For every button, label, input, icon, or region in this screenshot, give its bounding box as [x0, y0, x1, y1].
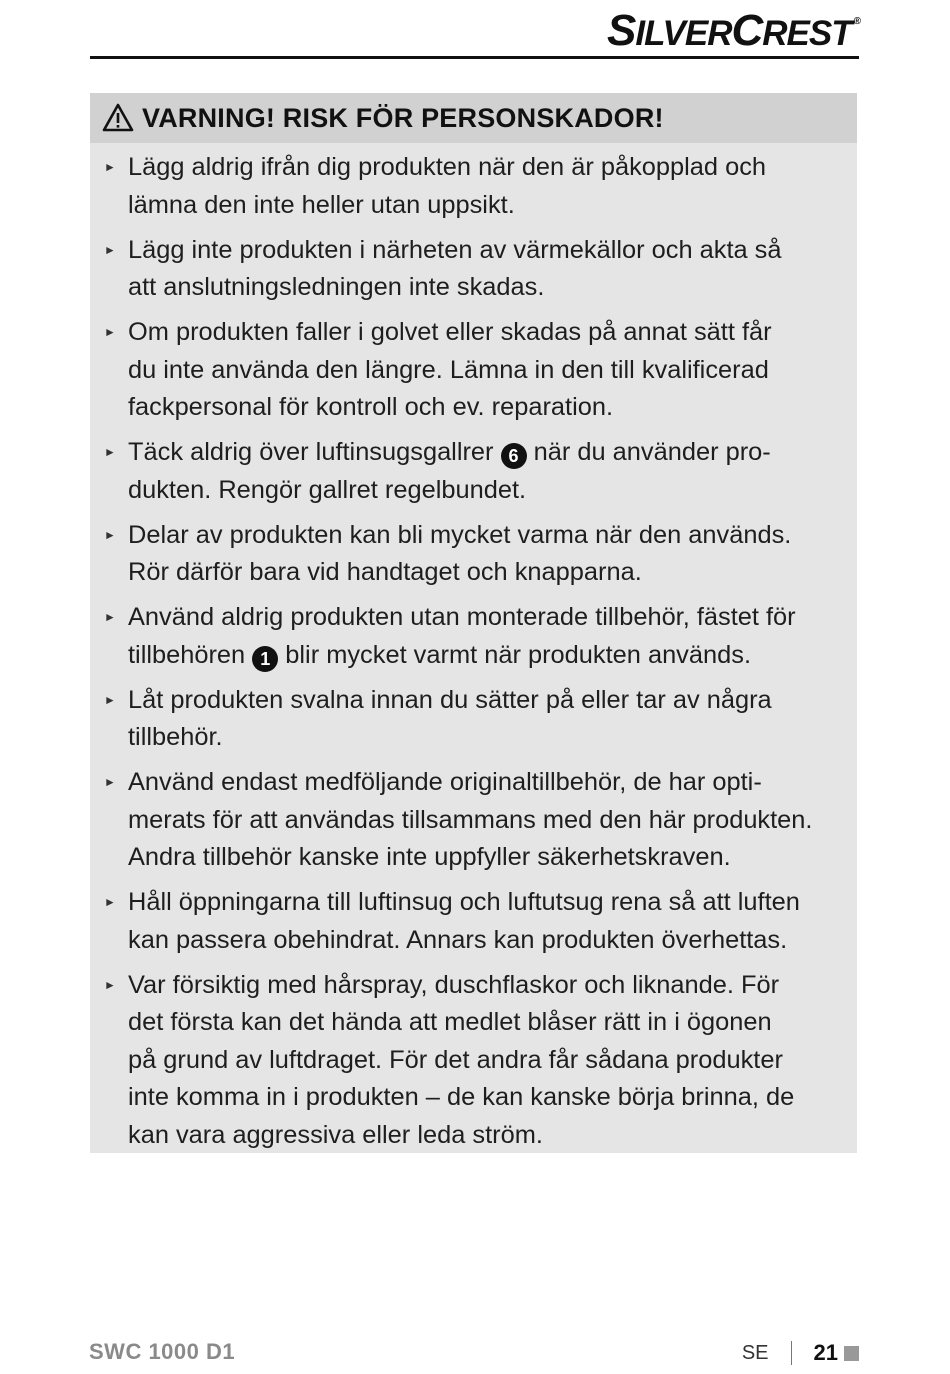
warning-item-line: kan vara aggressiva eller leda ström.	[128, 1120, 543, 1149]
warning-item	[90, 884, 857, 959]
warning-item	[90, 599, 857, 674]
warning-item-line: på grund av luftdraget. För det andra får sådana produkter	[128, 1045, 783, 1074]
bullet-arrow-icon: ►	[104, 977, 116, 992]
brand-part-silver: ILVER	[635, 14, 732, 53]
warning-item-text: blir mycket varmt när produkten används.	[285, 640, 751, 669]
warning-box	[90, 93, 857, 1153]
warning-title: VARNING! RISK FÖR PERSONSKADOR!	[142, 102, 664, 133]
registered-mark: ®	[853, 16, 860, 27]
footer-model: SWC 1000 D1	[89, 1339, 236, 1364]
warning-item	[90, 517, 857, 592]
warning-item	[90, 434, 857, 509]
brand-part-crest: REST	[762, 14, 852, 53]
warning-item-text: när du använder pro-	[533, 438, 771, 466]
bullet-arrow-icon: ►	[104, 445, 116, 459]
bullet-arrow-icon: ►	[104, 242, 116, 257]
header-rule	[90, 56, 859, 59]
warning-item-line: Var försiktig med hårspray, duschflaskor och liknande. För	[128, 970, 780, 999]
warning-item-line: du inte använda den längre. Lämna in den till kvalificerad	[128, 355, 769, 384]
part-number-badge: 1	[252, 646, 278, 672]
warning-item-line: kan passera obehindrat. Annars kan produkten överhettas.	[128, 925, 788, 954]
warning-item-line: Delar av produkten kan bli mycket varma när den används.	[128, 520, 792, 549]
page-number: 21	[813, 1340, 838, 1365]
brand-initial-s: S	[606, 6, 636, 55]
bullet-arrow-icon: ►	[104, 895, 116, 909]
warning-item-line: det första kan det hända att medlet blåser rätt in i ögonen	[128, 1008, 772, 1036]
bullet-arrow-icon: ►	[104, 160, 116, 174]
footer-square-icon	[844, 1346, 859, 1361]
warning-item-line: fackpersonal för kontroll och ev. reparation.	[128, 393, 614, 421]
warning-item-line: lämna den inte heller utan uppsikt.	[128, 190, 515, 219]
warning-item-line: Använd aldrig produkten utan monterade tillbehör, fästet för	[128, 603, 796, 631]
warning-list	[90, 143, 857, 1154]
warning-item-line: Lägg aldrig ifrån dig produkten när den är påkopplad och	[128, 153, 767, 181]
bullet-arrow-icon: ►	[104, 527, 116, 542]
warning-item-line: dukten. Rengör gallret regelbundet.	[128, 475, 527, 504]
warning-header	[90, 93, 857, 143]
warning-item-line: Rör därför bara vid handtaget och knapparna.	[128, 558, 642, 586]
warning-item-text: tillbehören	[128, 640, 246, 669]
bullet-arrow-icon: ►	[104, 610, 116, 624]
warning-item-line: Håll öppningarna till luftinsug och luftutsug rena så att luften	[128, 888, 800, 916]
warning-item	[90, 967, 857, 1155]
bullet-arrow-icon: ►	[104, 775, 116, 789]
brand-initial-c: C	[731, 6, 763, 55]
warning-item-text: Täck aldrig över luftinsugsgallrer	[128, 438, 494, 466]
brand-logo	[607, 6, 860, 56]
warning-item	[90, 682, 857, 757]
warning-item-line: merats för att användas tillsammans med den här produkten.	[128, 805, 813, 834]
warning-item	[90, 764, 857, 877]
warning-item-line: Använd endast medföljande originaltillbehör, de har opti-	[128, 768, 762, 796]
warning-item	[90, 314, 857, 427]
warning-item	[90, 232, 857, 307]
footer-language: SE	[741, 1341, 769, 1364]
warning-triangle-icon	[102, 103, 134, 133]
warning-item-line: inte komma in i produkten – de kan kanske börja brinna, de	[128, 1083, 795, 1111]
footer-separator	[791, 1341, 792, 1365]
part-number-badge: 6	[501, 443, 527, 469]
warning-item-line: tillbehör.	[128, 723, 223, 751]
warning-item-line: Låt produkten svalna innan du sätter på eller tar av några	[128, 685, 772, 714]
warning-item-line: att anslutningsledningen inte skadas.	[128, 273, 545, 301]
warning-item-line: Lägg inte produkten i närheten av värmekällor och akta så	[128, 235, 782, 264]
warning-item	[90, 149, 857, 224]
warning-item-line: Andra tillbehör kanske inte uppfyller säkerhetskraven.	[128, 843, 731, 871]
bullet-arrow-icon: ►	[104, 325, 116, 339]
bullet-arrow-icon: ►	[104, 692, 116, 707]
footer-page-info	[742, 1340, 859, 1366]
warning-item-line: Om produkten faller i golvet eller skadas på annat sätt får	[128, 318, 772, 346]
